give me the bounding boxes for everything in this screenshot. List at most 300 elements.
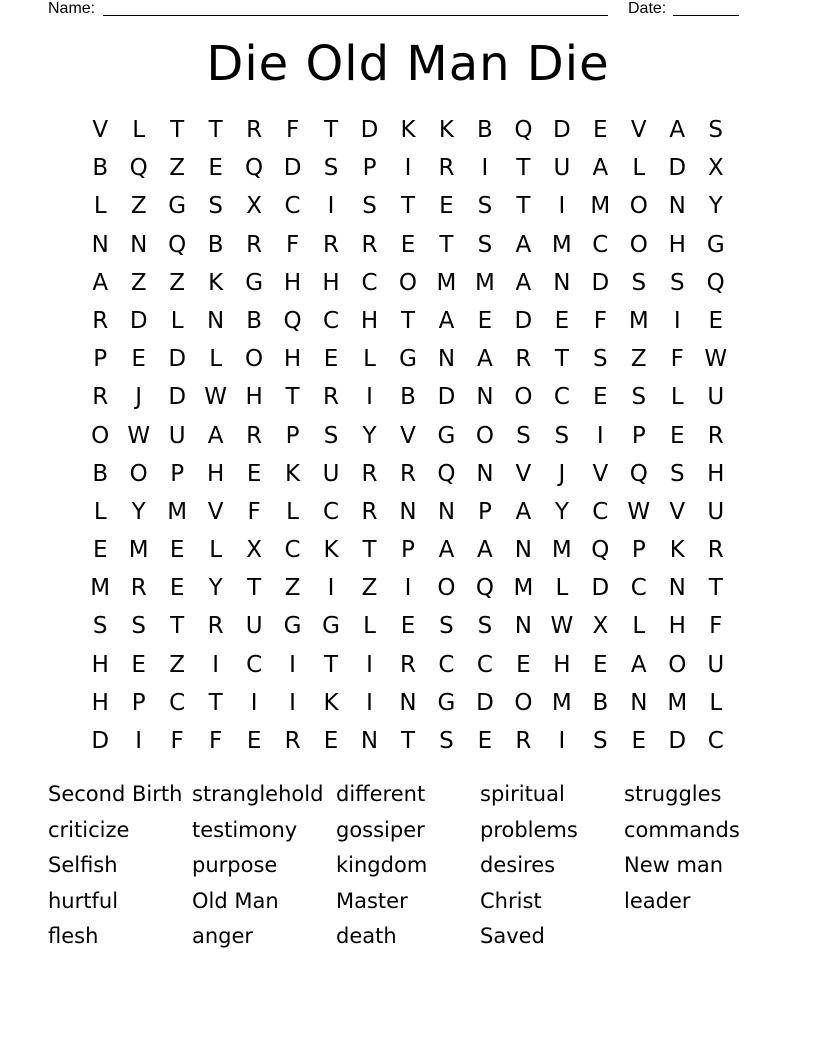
grid-letter: N: [207, 307, 225, 334]
grid-letter: E: [92, 537, 108, 564]
grid-letter: W: [127, 422, 151, 449]
grid-letter: K: [323, 689, 339, 716]
grid-letter: A: [515, 498, 532, 525]
grid-letter: L: [363, 613, 376, 640]
word-bank-item: Second Birth: [48, 782, 183, 806]
grid-letter: Q: [629, 460, 648, 487]
grid-letter: E: [169, 575, 185, 602]
grid-letter: D: [668, 155, 687, 182]
grid-letter: P: [285, 422, 300, 449]
grid-letter: A: [477, 346, 493, 373]
grid-letter: R: [399, 651, 416, 678]
grid-letter: R: [438, 155, 455, 182]
grid-letter: J: [135, 384, 143, 411]
word-bank-item: spiritual: [480, 782, 565, 806]
word-bank-item: Master: [336, 888, 408, 913]
grid-letter: A: [92, 269, 109, 296]
grid-letter: G: [437, 422, 456, 449]
grid-letter: O: [514, 384, 533, 411]
grid-letter: O: [475, 422, 494, 449]
grid-letter: Q: [245, 155, 264, 182]
grid-letter: S: [439, 613, 454, 640]
grid-letter: O: [245, 346, 264, 373]
grid-letter: D: [514, 307, 533, 334]
grid-letter: S: [631, 384, 647, 411]
grid-letter: R: [361, 460, 378, 487]
word-bank-row: [48, 813, 768, 849]
grid-letter: G: [706, 231, 725, 258]
grid-letter: E: [131, 346, 146, 373]
grid-letter: R: [92, 307, 109, 334]
header: [48, 0, 748, 18]
grid-row: [81, 417, 735, 455]
grid-letter: O: [91, 422, 110, 449]
grid-letter: S: [554, 422, 570, 449]
grid-letter: U: [553, 155, 571, 182]
grid-row: [81, 111, 735, 149]
grid-letter: R: [323, 231, 340, 258]
grid-letter: T: [170, 613, 185, 640]
grid-letter: N: [514, 537, 532, 564]
grid-letter: D: [476, 689, 494, 716]
grid-letter: I: [327, 193, 335, 220]
word-bank-item: flesh: [48, 924, 99, 948]
grid-letter: H: [553, 651, 571, 678]
grid-letter: G: [168, 193, 187, 220]
grid-row: [81, 302, 735, 340]
grid-letter: E: [246, 460, 262, 487]
grid-letter: H: [360, 307, 379, 334]
grid-letter: W: [704, 346, 728, 373]
word-bank: [48, 777, 768, 955]
grid-letter: F: [709, 613, 723, 640]
grid-letter: Q: [591, 537, 610, 564]
grid-row: [81, 149, 735, 187]
grid-letter: I: [327, 575, 335, 602]
grid-letter: L: [132, 117, 146, 143]
grid-letter: D: [437, 384, 456, 411]
grid-letter: E: [208, 155, 223, 182]
grid-letter: M: [513, 575, 534, 602]
grid-letter: S: [516, 422, 531, 449]
grid-letter: H: [91, 651, 109, 678]
grid-letter: D: [168, 384, 187, 411]
grid-letter: T: [324, 651, 339, 678]
grid-letter: F: [247, 498, 261, 525]
grid-letter: B: [92, 460, 109, 487]
grid-letter: S: [593, 346, 608, 373]
grid-letter: Q: [437, 460, 456, 487]
grid-letter: E: [708, 307, 723, 334]
grid-row: [81, 684, 735, 722]
word-bank-item: problems: [480, 817, 578, 842]
grid-letter: Y: [554, 498, 569, 525]
grid-letter: Q: [514, 117, 533, 143]
grid-letter: N: [668, 193, 686, 220]
grid-letter: E: [631, 728, 647, 754]
grid-letter: L: [670, 384, 684, 411]
grid-letter: U: [322, 460, 340, 487]
grid-letter: T: [362, 537, 377, 564]
grid-letter: M: [551, 537, 572, 564]
grid-row: [81, 340, 735, 378]
grid-letter: S: [708, 117, 724, 143]
grid-letter: E: [593, 117, 608, 143]
grid-letter: L: [209, 537, 223, 564]
grid-letter: A: [630, 651, 647, 678]
grid-letter: L: [555, 575, 569, 602]
grid-letter: A: [207, 422, 224, 449]
grid-letter: N: [130, 231, 148, 258]
grid-letter: H: [668, 613, 686, 640]
grid-letter: I: [212, 651, 220, 678]
grid-letter: H: [668, 231, 686, 258]
grid-letter: R: [130, 575, 147, 602]
grid-letter: C: [284, 193, 301, 220]
grid-letter: R: [515, 728, 532, 754]
grid-letter: H: [91, 689, 109, 716]
grid-letter: P: [131, 689, 146, 716]
grid-letter: K: [323, 537, 339, 564]
grid-letter: D: [283, 155, 302, 182]
word-bank-row: [48, 919, 768, 955]
grid-letter: N: [476, 460, 494, 487]
grid-letter: Q: [283, 307, 302, 334]
word-bank-item: Old Man: [192, 888, 279, 913]
grid-letter: T: [516, 193, 531, 220]
grid-letter: O: [668, 651, 687, 678]
grid-letter: A: [515, 231, 532, 258]
grid-letter: S: [669, 460, 685, 487]
grid-letter: L: [209, 346, 223, 373]
grid-letter: C: [361, 269, 378, 296]
grid-letter: I: [289, 651, 296, 678]
grid-letter: H: [707, 460, 725, 487]
grid-letter: R: [246, 117, 263, 143]
grid-letter: N: [514, 613, 532, 640]
grid-letter: D: [129, 307, 148, 334]
grid-letter: H: [245, 384, 263, 411]
grid-letter: N: [476, 384, 494, 411]
grid-letter: D: [91, 728, 110, 754]
grid-letter: P: [170, 460, 185, 487]
grid-letter: W: [550, 613, 574, 640]
grid-letter: X: [246, 537, 262, 564]
grid-letter: I: [673, 307, 681, 334]
grid-letter: B: [246, 307, 262, 334]
grid-letter: C: [438, 651, 455, 678]
grid-letter: I: [481, 155, 489, 182]
grid-letter: P: [631, 537, 646, 564]
grid-letter: L: [93, 498, 107, 525]
grid-letter: B: [477, 117, 493, 143]
grid-letter: R: [207, 613, 224, 640]
grid-letter: V: [207, 498, 224, 525]
grid-letter: S: [631, 269, 647, 296]
grid-letter: T: [400, 728, 416, 754]
grid-letter: B: [400, 384, 416, 411]
grid-letter: S: [208, 193, 223, 220]
grid-letter: U: [707, 651, 725, 678]
grid-letter: E: [439, 193, 454, 220]
word-bank-item: gossiper: [336, 817, 425, 842]
word-bank-item: leader: [624, 888, 691, 913]
grid-letter: Z: [284, 575, 301, 602]
name-label: Name:: [48, 0, 96, 17]
grid-letter: C: [553, 384, 570, 411]
grid-letter: S: [477, 193, 493, 220]
word-bank-item: kingdom: [336, 853, 428, 877]
grid-letter: L: [363, 346, 376, 373]
word-bank-item: testimony: [192, 817, 298, 842]
grid-letter: N: [668, 575, 686, 602]
grid-letter: I: [596, 422, 604, 449]
date-blank-line: [673, 15, 739, 16]
grid-letter: I: [404, 155, 412, 182]
word-bank-item: purpose: [192, 853, 278, 877]
grid-letter: E: [400, 613, 416, 640]
grid-letter: K: [438, 117, 454, 143]
grid-letter: T: [439, 231, 454, 258]
grid-letter: B: [592, 689, 609, 716]
word-bank-item: desires: [480, 853, 556, 877]
word-bank-item: Saved: [480, 924, 545, 948]
word-bank-item: anger: [192, 924, 254, 948]
grid-letter: V: [400, 422, 416, 449]
grid-letter: C: [323, 307, 340, 334]
word-bank-item: commands: [624, 817, 740, 842]
grid-letter: N: [437, 346, 456, 373]
grid-letter: E: [554, 307, 570, 334]
grid-letter: E: [131, 651, 146, 678]
grid-letter: K: [669, 537, 685, 564]
grid-letter: H: [322, 269, 340, 296]
grid-letter: E: [477, 728, 493, 754]
grid-letter: R: [323, 384, 340, 411]
grid-letter: O: [437, 575, 456, 602]
grid-letter: G: [283, 613, 302, 640]
grid-letter: B: [92, 155, 109, 182]
grid-letter: P: [362, 155, 377, 182]
grid-letter: E: [477, 307, 493, 334]
grid-letter: E: [323, 728, 339, 754]
grid-letter: C: [323, 498, 340, 525]
grid-letter: Y: [708, 193, 723, 220]
grid-letter: E: [593, 384, 608, 411]
grid-letter: T: [516, 155, 531, 182]
grid-row: [81, 378, 735, 416]
grid-letter: C: [630, 575, 647, 602]
grid-letter: C: [246, 651, 263, 678]
grid-letter: Q: [168, 231, 187, 258]
grid-letter: D: [591, 269, 610, 296]
grid-letter: T: [324, 117, 339, 143]
grid-letter: I: [404, 575, 412, 602]
grid-letter: D: [553, 117, 571, 143]
grid-letter: C: [169, 689, 186, 716]
grid-letter: G: [322, 613, 340, 640]
grid-letter: N: [399, 498, 417, 525]
grid-letter: P: [401, 537, 415, 564]
grid-letter: E: [323, 346, 339, 373]
word-bank-item: death: [336, 924, 397, 948]
grid-letter: Z: [169, 269, 186, 296]
grid-letter: D: [591, 575, 610, 602]
grid-letter: H: [283, 346, 302, 373]
grid-letter: U: [707, 384, 725, 411]
grid-letter: H: [283, 269, 302, 296]
grid-letter: S: [439, 728, 454, 754]
grid-letter: R: [246, 231, 263, 258]
grid-letter: T: [208, 689, 223, 716]
grid-letter: M: [667, 689, 688, 716]
grid-letter: T: [708, 575, 723, 602]
word-bank-item: Selfish: [48, 853, 118, 877]
grid-letter: T: [170, 117, 185, 143]
grid-letter: T: [247, 575, 262, 602]
name-blank-line: [103, 15, 608, 16]
grid-letter: O: [629, 193, 648, 220]
grid-letter: K: [208, 269, 224, 296]
word-bank-row: [48, 848, 768, 884]
grid-letter: T: [400, 307, 416, 334]
grid-letter: T: [554, 346, 569, 373]
grid-letter: C: [592, 231, 609, 258]
grid-row: [81, 455, 735, 493]
grid-letter: S: [477, 613, 493, 640]
grid-letter: R: [399, 460, 416, 487]
word-bank-item: struggles: [624, 782, 722, 806]
grid-letter: I: [558, 193, 566, 220]
grid-letter: Y: [131, 498, 146, 525]
grid-letter: Z: [169, 155, 186, 182]
grid-letter: V: [592, 460, 609, 487]
grid-letter: S: [669, 269, 685, 296]
grid-letter: Q: [475, 575, 494, 602]
grid-letter: C: [476, 651, 493, 678]
grid-letter: U: [168, 422, 186, 449]
grid-letter: P: [631, 422, 646, 449]
grid-letter: A: [669, 117, 686, 143]
grid-letter: S: [362, 193, 377, 220]
grid-letter: D: [668, 728, 687, 754]
grid-letter: S: [92, 613, 108, 640]
grid-letter: F: [170, 728, 184, 754]
grid-letter: S: [131, 613, 146, 640]
grid-letter: N: [399, 689, 417, 716]
grid-letter: Q: [129, 155, 148, 182]
grid-letter: M: [474, 269, 495, 296]
grid-letter: M: [436, 269, 457, 296]
grid-letter: X: [246, 193, 262, 220]
grid-letter: Z: [630, 346, 647, 373]
grid-row: [81, 531, 735, 569]
word-bank-row: [48, 884, 768, 920]
grid-letter: E: [246, 728, 262, 754]
word-bank-item: Christ: [480, 888, 542, 913]
grid-letter: P: [477, 498, 492, 525]
grid-letter: V: [92, 117, 109, 143]
grid-letter: E: [400, 231, 416, 258]
grid-letter: K: [400, 117, 416, 143]
grid-letter: E: [593, 651, 608, 678]
grid-letter: W: [204, 384, 228, 411]
grid-letter: A: [592, 155, 609, 182]
grid-letter: U: [245, 613, 263, 640]
grid-letter: F: [593, 307, 607, 334]
grid-letter: U: [707, 498, 725, 525]
grid-letter: E: [669, 422, 685, 449]
grid-letter: I: [366, 689, 373, 716]
grid-letter: R: [707, 537, 724, 564]
grid-letter: W: [627, 498, 651, 525]
grid-letter: N: [553, 269, 571, 296]
word-bank-item: stranglehold: [192, 782, 324, 806]
grid-letter: G: [437, 689, 456, 716]
grid-letter: C: [592, 498, 609, 525]
grid-letter: A: [438, 307, 455, 334]
grid-letter: M: [590, 193, 611, 220]
grid-letter: Y: [362, 422, 377, 449]
grid-letter: X: [707, 155, 724, 182]
grid-letter: O: [514, 689, 533, 716]
grid-letter: D: [168, 346, 187, 373]
word-bank-row: [48, 777, 768, 813]
grid-letter: V: [630, 117, 647, 143]
grid-letter: I: [250, 689, 258, 716]
grid-letter: L: [93, 193, 107, 220]
grid-letter: R: [92, 384, 109, 411]
grid-letter: T: [400, 193, 416, 220]
word-bank-item: different: [336, 782, 426, 806]
grid-letter: M: [128, 537, 149, 564]
grid-letter: O: [398, 269, 418, 296]
grid-letter: S: [323, 422, 339, 449]
grid-letter: M: [90, 575, 111, 602]
grid-letter: Z: [130, 193, 147, 220]
letter-grid: [81, 111, 735, 760]
word-bank-item: hurtful: [48, 888, 119, 913]
grid-letter: I: [366, 651, 373, 678]
grid-row: [81, 646, 735, 684]
grid-letter: R: [246, 422, 263, 449]
grid-letter: R: [284, 728, 301, 754]
grid-letter: F: [209, 728, 223, 754]
grid-letter: R: [515, 346, 532, 373]
grid-letter: F: [670, 346, 684, 373]
grid-letter: F: [285, 231, 300, 258]
grid-letter: V: [515, 460, 532, 487]
grid-letter: L: [286, 498, 299, 525]
grid-letter: E: [169, 537, 185, 564]
grid-letter: O: [629, 231, 648, 258]
grid-letter: I: [366, 384, 373, 411]
grid-letter: F: [285, 117, 300, 143]
grid-letter: S: [477, 231, 493, 258]
grid-row: [81, 493, 735, 531]
grid-letter: Q: [706, 269, 725, 296]
grid-letter: M: [551, 689, 572, 716]
grid-letter: T: [285, 384, 300, 411]
grid-letter: J: [558, 460, 566, 487]
grid-letter: C: [284, 537, 301, 564]
grid-letter: L: [170, 307, 184, 334]
grid-letter: R: [361, 498, 378, 525]
grid-letter: R: [361, 231, 378, 258]
grid-letter: B: [207, 231, 224, 258]
grid-letter: A: [438, 537, 455, 564]
grid-letter: C: [707, 728, 724, 754]
